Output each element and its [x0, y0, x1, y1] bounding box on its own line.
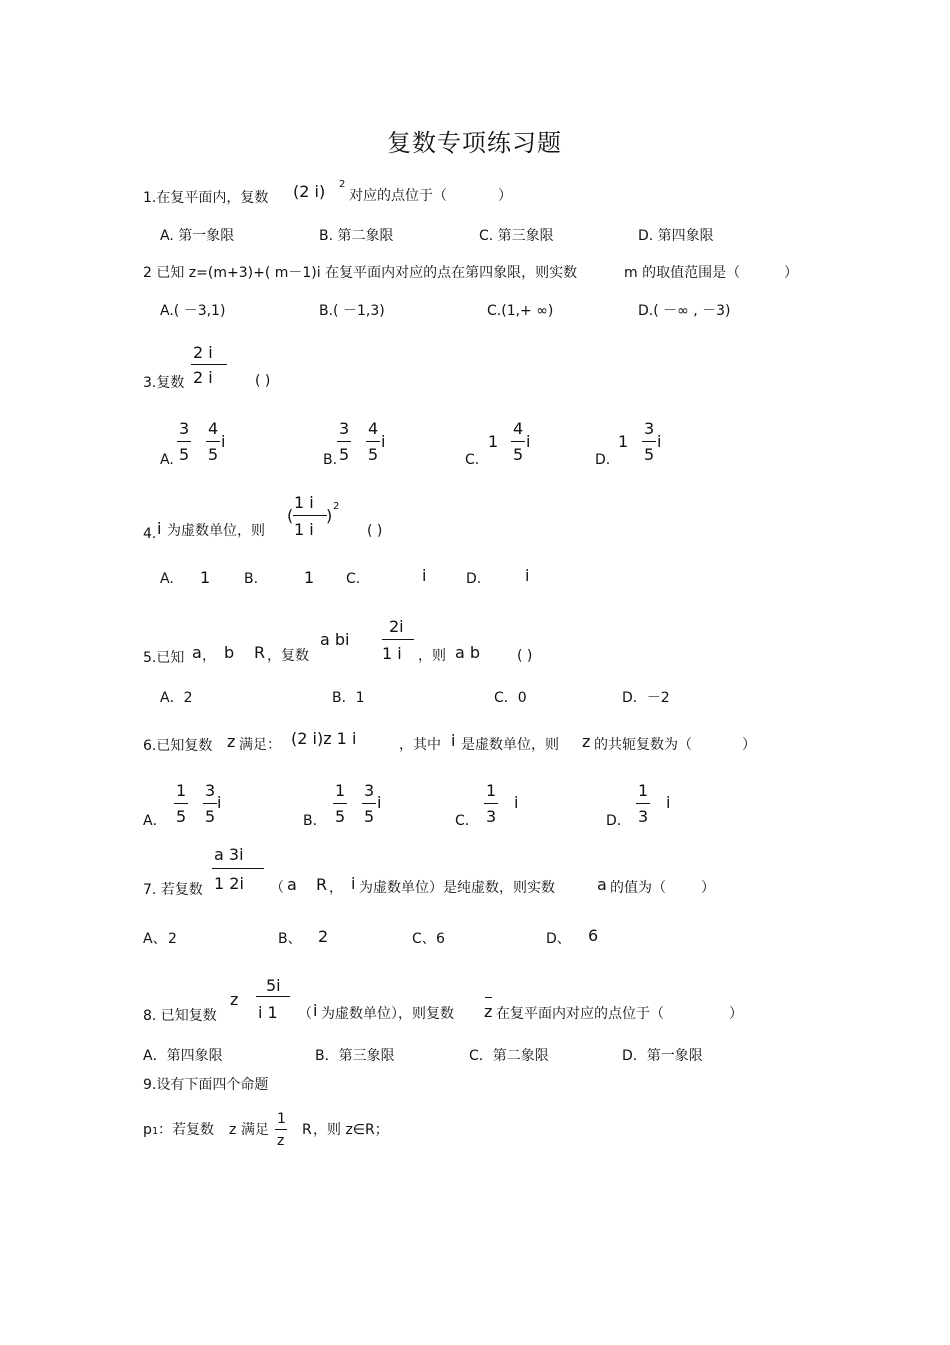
q3-a-bar1 — [177, 441, 191, 442]
q1-text-a: 1.在复平面内，复数 — [143, 190, 269, 206]
q4-value-b: 1 — [304, 568, 315, 587]
q9-p1-label: p — [143, 1122, 152, 1138]
q8-z-symbol: z — [230, 990, 239, 1009]
q3-b-bar2 — [366, 441, 380, 442]
q5-R-symbol: R — [254, 643, 266, 662]
q3-label-a: A. — [160, 452, 174, 468]
q7-label-b: B、 — [278, 931, 302, 947]
q4-value-c: i — [422, 566, 427, 585]
q8-numerator: 5i — [266, 976, 281, 995]
q7-fraction-bar — [212, 868, 264, 869]
q5-a-symbol: a — [192, 643, 202, 662]
q3-a-num2: 4 — [208, 419, 219, 438]
q3-d-num: 3 — [644, 419, 655, 438]
q3-b-num2: 4 — [368, 419, 379, 438]
q9-p1-fraction-bar — [275, 1129, 287, 1130]
q4-right-paren: ) — [326, 506, 333, 525]
q7-a-symbol: a — [287, 875, 297, 894]
q3-d-den: 5 — [644, 445, 655, 464]
q6-b-bar1 — [333, 803, 347, 804]
q1-option-b: B. 第二象限 — [319, 228, 394, 244]
q3-b-i: i — [381, 432, 386, 451]
q5-a-plus-b: a b — [455, 643, 481, 662]
q6-text-a: 6.已知复数 — [143, 738, 213, 754]
q9-p1-denominator: z — [277, 1133, 285, 1149]
q6-d-i: i — [666, 793, 671, 812]
q6-a-num2: 3 — [205, 781, 216, 800]
q7-value-b: 2 — [318, 927, 329, 946]
q7-label-a: A、 — [143, 931, 167, 947]
q6-a-i: i — [217, 793, 222, 812]
q4-i-symbol: i — [157, 519, 162, 538]
q8-i-symbol: i — [313, 1001, 318, 1020]
q5-text-a: 5.已知 — [143, 650, 185, 666]
page-title: 复数专项练习题 — [387, 129, 562, 157]
q3-d-bar — [642, 441, 656, 442]
q2-option-c: C.(1,+ ∞) — [487, 303, 554, 319]
q6-c-i: i — [514, 793, 519, 812]
q6-b-i: i — [377, 793, 382, 812]
q8-text-a: 8. 已知复数 — [143, 1008, 217, 1024]
q5-lhs: a bi — [320, 630, 350, 649]
q7-R-symbol: R — [316, 875, 328, 894]
q5-fraction-bar — [382, 639, 414, 640]
q3-a-bar2 — [206, 441, 220, 442]
q6-c-num: 1 — [486, 781, 497, 800]
q3-d-i: i — [657, 432, 662, 451]
q8-denominator: i 1 — [258, 1003, 278, 1022]
q2-text-c: ） — [784, 265, 798, 281]
q5-text-c: ，则 — [418, 648, 446, 664]
q1-text-b: 对应的点位于（ — [349, 188, 447, 204]
q7-text-d: 的值为（ — [610, 880, 666, 896]
q5-comma: ， — [202, 648, 216, 664]
q3-c-den: 5 — [513, 445, 524, 464]
q3-c-one: 1 — [488, 432, 499, 451]
q3-a-num1: 3 — [179, 419, 190, 438]
q1-text-c: ） — [498, 188, 512, 204]
q6-text-b: 满足： — [239, 737, 281, 753]
q3-c-num: 4 — [513, 419, 524, 438]
q1-option-d: D. 第四象限 — [638, 228, 714, 244]
q2-text-b: m 的取值范围是（ — [624, 265, 741, 281]
q4-label-a: A. — [160, 571, 174, 587]
q3-b-den1: 5 — [339, 445, 350, 464]
q3-numerator: 2 i — [193, 343, 213, 362]
q3-c-bar — [511, 441, 525, 442]
q8-option-b: B．第三象限 — [315, 1048, 395, 1064]
q6-c-den: 3 — [486, 807, 497, 826]
q5-option-b: B．1 — [332, 690, 365, 706]
q6-b-num1: 1 — [335, 781, 346, 800]
q8-z-conjugate: z — [484, 1002, 493, 1021]
q3-label-c: C. — [465, 452, 480, 468]
q8-conjugate-bar — [485, 997, 492, 998]
q1-expr-base: (2 i) — [293, 182, 326, 201]
q7-numerator: a 3i — [214, 845, 244, 864]
q4-label-d: D. — [466, 571, 482, 587]
q3-denominator: 2 i — [193, 368, 213, 387]
q6-z-symbol-2: z — [582, 732, 591, 751]
q6-equation: (2 i)z 1 i — [291, 729, 357, 748]
q7-i-symbol: i — [351, 874, 356, 893]
q6-text-c: ，其中 — [399, 737, 441, 753]
q6-text-e: 的共轭复数为（ — [594, 737, 692, 753]
q6-d-den: 3 — [638, 807, 649, 826]
q6-a-den1: 5 — [176, 807, 187, 826]
q7-text-a: 7. 若复数 — [143, 882, 203, 898]
q8-text-d: 在复平面内对应的点位于（ — [496, 1006, 664, 1022]
q6-d-bar — [636, 803, 650, 804]
q8-fraction-bar — [256, 996, 290, 997]
q9-p1-text-c: ，则 z∈R； — [313, 1122, 389, 1138]
q3-a-den1: 5 — [179, 445, 190, 464]
q4-text-b: 为虚数单位，则 — [167, 523, 265, 539]
q6-label-c: C． — [455, 813, 479, 829]
q1-expr-exp: 2 — [339, 179, 346, 190]
q9-p1-z: z — [229, 1122, 237, 1138]
q7-value-d: 6 — [588, 926, 599, 945]
q6-i-symbol: i — [451, 731, 456, 750]
q6-a-bar2 — [203, 803, 217, 804]
q3-b-den2: 5 — [368, 445, 379, 464]
q2-option-d: D.( －∞ , －3) — [638, 303, 731, 319]
q2-text-a: 2 已知 z=(m+3)+( m－1)i 在复平面内对应的点在第四象限，则实数 — [143, 265, 578, 281]
q1-option-c: C. 第三象限 — [479, 228, 554, 244]
q7-comma: ， — [329, 880, 343, 896]
q3-a-den2: 5 — [208, 445, 219, 464]
q7-value-a: 2 — [168, 931, 177, 947]
q4-denominator: 1 i — [294, 520, 314, 539]
q4-paren: ( ) — [367, 523, 383, 539]
q7-text-e: ） — [701, 880, 715, 896]
q5-b-symbol: b — [224, 643, 235, 662]
q5-text-b: ，复数 — [267, 648, 309, 664]
q7-value-c: 6 — [436, 931, 445, 947]
q2-option-b: B.( －1,3) — [319, 303, 385, 319]
q7-text-b: （ — [270, 880, 284, 896]
q3-b-num1: 3 — [339, 419, 350, 438]
q9-p1-text-a: ：若复数 — [158, 1122, 214, 1138]
q4-text-a: 4. — [143, 526, 157, 542]
q6-label-a: A． — [143, 813, 167, 829]
q8-text-b: （ — [298, 1006, 312, 1022]
q7-label-c: C、 — [412, 931, 436, 947]
q5-option-d: D．－2 — [622, 690, 670, 706]
q8-option-c: C．第二象限 — [469, 1048, 549, 1064]
q9-p1-numerator: 1 — [277, 1111, 286, 1127]
q4-numerator: 1 i — [294, 493, 314, 512]
q6-text-f: ） — [742, 737, 756, 753]
q3-label-d: D. — [595, 452, 611, 468]
q4-fraction-bar — [293, 515, 327, 516]
q7-a-symbol-2: a — [597, 875, 607, 894]
q4-label-c: C. — [346, 571, 361, 587]
q8-text-e: ） — [729, 1006, 743, 1022]
q4-left-paren: ( — [287, 506, 294, 525]
q3-paren: ( ) — [255, 373, 271, 389]
q6-b-num2: 3 — [364, 781, 375, 800]
q6-text-d: 是虚数单位，则 — [461, 737, 559, 753]
q3-label-b: B. — [323, 452, 338, 468]
q7-denominator: 1 2i — [214, 874, 244, 893]
q8-option-d: D．第一象限 — [622, 1048, 703, 1064]
q7-label-d: D、 — [546, 931, 571, 947]
q3-text: 3.复数 — [143, 375, 185, 391]
q6-z-symbol: z — [227, 732, 236, 751]
q6-b-den2: 5 — [364, 807, 375, 826]
q5-paren: ( ) — [517, 648, 533, 664]
q6-a-bar1 — [174, 803, 188, 804]
q4-exponent: 2 — [333, 501, 340, 512]
q6-c-bar — [484, 803, 498, 804]
q5-denominator: 1 i — [382, 644, 402, 663]
q1-option-a: A. 第一象限 — [160, 228, 235, 244]
q7-text-c: 为虚数单位）是纯虚数，则实数 — [359, 880, 555, 896]
q5-option-a: A．2 — [160, 690, 193, 706]
q9-text: 9.设有下面四个命题 — [143, 1077, 269, 1093]
q9-p1-text-b: 满足 — [241, 1122, 269, 1138]
q6-b-bar2 — [362, 803, 376, 804]
q6-d-num: 1 — [638, 781, 649, 800]
q3-b-bar1 — [337, 441, 351, 442]
q5-option-c: C．0 — [494, 690, 527, 706]
q6-label-d: D． — [606, 813, 631, 829]
q9-p1-subscript: 1 — [152, 1126, 159, 1137]
q3-fraction-bar — [191, 364, 227, 365]
q6-a-den2: 5 — [205, 807, 216, 826]
q8-text-c: 为虚数单位），则复数 — [321, 1006, 454, 1022]
q3-c-i: i — [526, 432, 531, 451]
q5-numerator: 2i — [389, 617, 404, 636]
q8-option-a: A．第四象限 — [143, 1048, 223, 1064]
q2-option-a: A.( －3,1) — [160, 303, 226, 319]
q4-value-d: i — [525, 566, 530, 585]
q4-label-b: B. — [244, 571, 259, 587]
q6-label-b: B． — [303, 813, 327, 829]
q3-a-i: i — [221, 432, 226, 451]
q6-b-den1: 5 — [335, 807, 346, 826]
q3-d-one: 1 — [618, 432, 629, 451]
q6-a-num1: 1 — [176, 781, 187, 800]
q9-p1-R: R — [302, 1122, 312, 1138]
q4-value-a: 1 — [200, 568, 211, 587]
